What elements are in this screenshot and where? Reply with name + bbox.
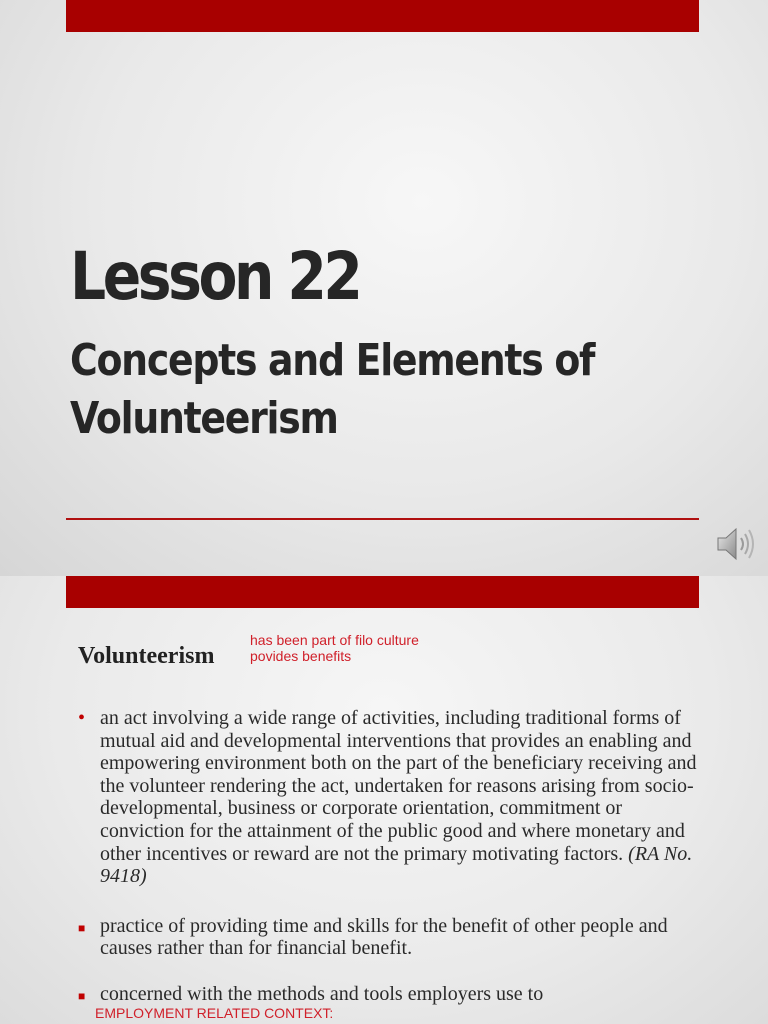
speaker-icon[interactable] — [714, 522, 758, 566]
title-divider — [66, 518, 699, 520]
bullet-text: an act involving a wide range of activities, including traditional forms of mutual aid and developmental interventions that provides an enabling and empowering environment both on the part of the beneficiary receiving and the volunteer rendering the act, undertaken for reasons arising from socio-developmental, business or corporate orientation, commitment or conviction for the attainment of the public good and where monetary and other incentives or reward are not the primary motivating factors. — [100, 707, 697, 865]
list-item — [78, 983, 698, 1006]
slide-subtitle: Concepts and Elements of Volunteerism — [70, 335, 595, 444]
list-item — [78, 915, 698, 960]
bullet-text: practice of providing time and skills for the benefit of other people and causes rather than for financial benefit. — [100, 914, 668, 960]
bullet-square-icon: ■ — [78, 988, 86, 1003]
bullet-square-icon: ■ — [78, 920, 86, 935]
annotation-note: has been part of filo culture — [250, 632, 419, 648]
section-heading: Volunteerism — [78, 643, 215, 669]
bullet-dot-icon: • — [78, 707, 86, 729]
bullet-text: concerned with the methods and tools employers use to — [100, 982, 544, 1005]
slide-title: Lesson 22 — [70, 238, 360, 315]
top-accent-bar — [66, 0, 699, 32]
bullet-citation: (RA No. 9418) — [100, 842, 693, 888]
top-accent-bar — [66, 576, 699, 608]
bullet-list — [78, 707, 698, 1006]
list-item — [78, 707, 698, 888]
annotation-note: povides benefits — [250, 648, 352, 664]
annotation-note: EMPLOYMENT RELATED CONTEXT: — [95, 1005, 334, 1021]
